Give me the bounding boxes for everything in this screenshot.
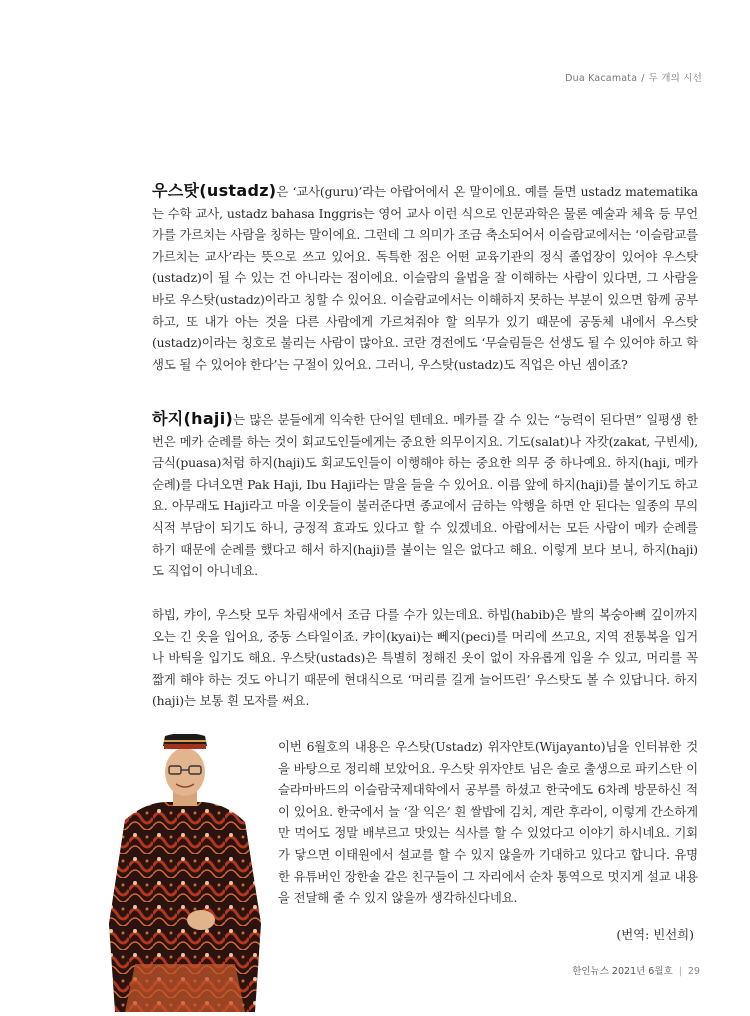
footer-divider: | <box>678 966 682 977</box>
page-footer <box>572 963 700 977</box>
paragraph-attire-text: 하빕, 캬이, 우스탓 모두 차림새에서 조금 다를 수가 있는데요. 하빕(habib)은 발의 복숭아뼈 깊이까지 오는 긴 옷을 입어요, 중동 스타일이죠. 캬이(kyai)는 뻬지(peci)를 머리에 쓰고요, 지역 전통복을 입거나 바틱을 입기도 해요. 우스탓(ustads)은 특별히 정해진 옷이 없이 자유롭게 입을 수 있고, 머리를 꼭 짧게 해야 하는 것도 아니기 때문에 현대식으로 ‘머리를 길게 늘어뜨린’ 우스탓도 볼 수 있답니다. 하지(haji)는 보통 흰 모자를 써요. <box>152 607 698 709</box>
publication-name: 한인뉴스 2021년 6월호 <box>572 966 673 977</box>
term-haji: 하지(haji) <box>152 409 234 428</box>
header-separator: / <box>641 73 645 84</box>
term-ustadz: 우스탓(ustadz) <box>152 181 277 200</box>
interview-note: 이번 6월호의 내용은 우스탓(Ustadz) 위자얀토(Wijayanto)님을 인터뷰한 것을 바탕으로 정리해 보았어요. 우스탓 위자얀토 님은 솔로 출생으로 파키스탄 이슬라마바드의 이슬람국제대학에서 공부를 하셨고 한국에도 6차례 방문하신 적이 있어요. 한국에서 늘 ‘잘 익은’ 흰 쌀밥에 김치, 계란 후라이, 이렇게 간소하게만 먹어도 정말 배부르고 맛있는 식사를 할 수 있었다고 이야기 하시네요. 기회가 닿으면 이태원에서 설교를 할 수 있지 않을까 기대하고 있다고 합니다. 유명한 유튜버인 장한솔 같은 친구들이 그 자리에서 순차 통역으로 멋지게 설교 내용을 전달해 줄 수 있지 않을까 생각하신다네요. <box>278 739 698 906</box>
paragraph-ustadz <box>152 180 698 375</box>
running-header <box>565 70 702 84</box>
translator-credit: (번역: 빈선희) <box>616 927 694 942</box>
portrait-illustration <box>105 734 265 1012</box>
paragraph-haji-text: 는 많은 분들에게 익숙한 단어일 텐데요. 메카를 갈 수 있는 “능력이 된다면” 일평생 한 번은 메카 순례를 하는 것이 회교도인들에게는 중요한 의무이지요. 기도(salat)나 자캇(zakat, 구빈세), 금식(puasa)처럼 하지(haji)도 회교도인들이 이행해야 하는 중요한 의무 중 하나예요. 하지(haji, 메카 순례)를 다녀오면 Pak Haji, Ibu Haji라는 말을 들을 수 있어요. 이름 앞에 하지(haji)를 붙이기도 하고요. 아무래도 Haji라고 마을 이웃들이 불러준다면 종교에서 금하는 악행을 하면 안 된다는 일종의 무의식적 부담이 되기도 하니, 긍정적 효과도 있다고 할 수 있겠네요. 아랍에서는 모든 사람이 메카 순례를 하기 때문에 순례를 했다고 해서 하지(haji)를 붙이는 일은 없다고 해요. 이렇게 보다 보니, 하지(haji)도 직업이 아니네요. <box>152 412 698 579</box>
page-number: 29 <box>687 966 700 977</box>
portrait-photo <box>105 734 265 1012</box>
paragraph-haji <box>152 408 698 582</box>
paragraph-ustadz-text: 은 ‘교사(guru)’라는 아랍어에서 온 말이에요. 예를 들면 ustadz matematika는 수학 교사, ustadz bahasa Inggris는 영어 교사 이런 식으로 인문과학은 물론 예술과 체육 등 무언가를 가르치는 사람을 칭하는 말이에요. 그런데 그 의미가 조금 축소되어서 이슬람교에서는 ‘이슬람교를 가르치는 교사’라는 뜻으로 쓰고 있어요. 독특한 점은 어떤 교육기관의 정식 졸업장이 있어야 우스탓(ustadz)이 될 수 있는 건 아니라는 점이에요. 이슬람의 율법을 잘 이해하는 사람이 있다면, 그 사람을 바로 우스탓(ustadz)이라고 칭할 수 있어요. 이슬람교에서는 이해하지 못하는 부분이 있으면 함께 공부하고, 또 내가 아는 것을 다른 사람에게 가르쳐줘야 할 의무가 있기 때문에 공동체 내에서 우스탓(ustadz)이라는 칭호로 불리는 사람이 많아요. 코란 경전에도 ‘무슬림들은 선생도 될 수 있어야 하고 학생도 될 수 있어야 한다’는 구절이 있어요. 그러니, 우스탓(ustadz)도 직업은 아닌 셈이죠? <box>152 184 698 372</box>
peci-trim <box>164 740 206 742</box>
paragraph-attire <box>152 604 698 712</box>
peci-band <box>164 744 206 749</box>
hand <box>187 910 215 930</box>
face <box>165 748 205 796</box>
header-section: 두 개의 시선 <box>648 73 702 84</box>
header-series: Dua Kacamata <box>565 73 638 84</box>
shirt-hem <box>125 964 245 1012</box>
